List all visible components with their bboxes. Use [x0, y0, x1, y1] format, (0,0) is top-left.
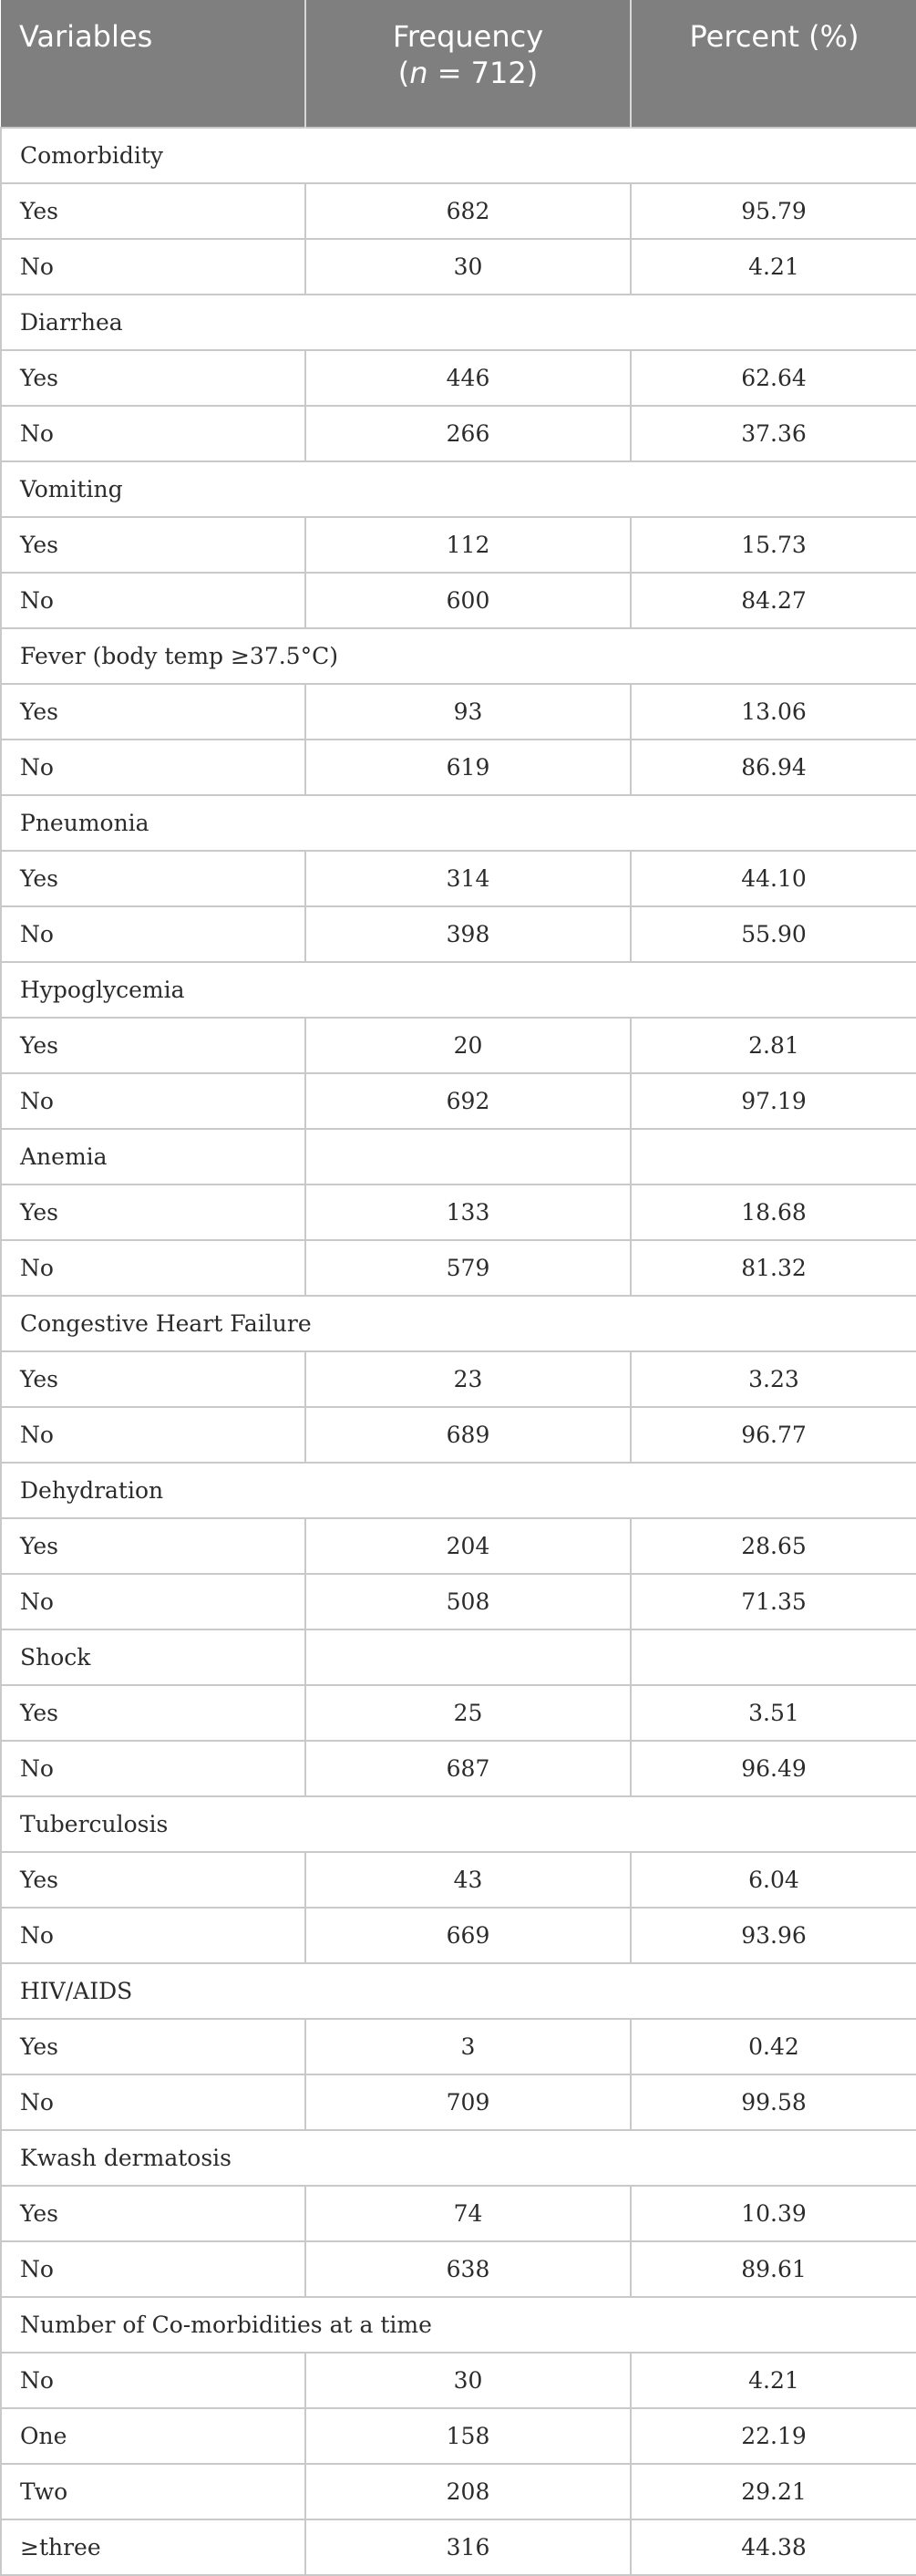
row-label: Yes [1, 2186, 305, 2241]
table-row [1, 1240, 916, 1296]
group-label: Vomiting [1, 461, 916, 517]
table-row [1, 1741, 916, 1796]
frequency-cell: 112 [305, 517, 631, 573]
table-row [1, 1073, 916, 1129]
row-label: Two [1, 2464, 305, 2519]
row-label: Yes [1, 517, 305, 573]
table-row [1, 1574, 916, 1629]
percent-cell: 18.68 [631, 1185, 916, 1240]
percent-cell: 81.32 [631, 1240, 916, 1296]
frequency-cell: 579 [305, 1240, 631, 1296]
row-label: One [1, 2408, 305, 2464]
percent-cell: 28.65 [631, 1518, 916, 1574]
group-label: Diarrhea [1, 295, 916, 350]
percent-cell: 15.73 [631, 517, 916, 573]
percent-cell: 37.36 [631, 406, 916, 461]
frequency-cell: 20 [305, 1018, 631, 1073]
percent-cell: 10.39 [631, 2186, 916, 2241]
row-label: Yes [1, 1185, 305, 1240]
row-label: Yes [1, 1018, 305, 1073]
table-row [1, 2019, 916, 2074]
row-label: Yes [1, 1685, 305, 1741]
frequency-cell: 687 [305, 1741, 631, 1796]
frequency-cell: 709 [305, 2074, 631, 2130]
group-label: Shock [1, 1629, 305, 1685]
percent-cell: 93.96 [631, 1908, 916, 1963]
percent-cell: 96.49 [631, 1741, 916, 1796]
row-label: No [1, 2074, 305, 2130]
table-row [1, 684, 916, 740]
group-row [1, 1629, 916, 1685]
empty-cell [305, 1129, 631, 1185]
frequency-cell: 208 [305, 2464, 631, 2519]
table-row [1, 2241, 916, 2297]
percent-cell: 97.19 [631, 1073, 916, 1129]
row-label: Yes [1, 1852, 305, 1908]
table-row [1, 183, 916, 239]
table-row [1, 2186, 916, 2241]
frequency-cell: 266 [305, 406, 631, 461]
table-header [1, 0, 916, 128]
group-row [1, 461, 916, 517]
table-row [1, 2464, 916, 2519]
percent-cell: 22.19 [631, 2408, 916, 2464]
table-row [1, 906, 916, 962]
header-frequency-count: = 712) [427, 56, 539, 90]
table-row [1, 1407, 916, 1463]
frequency-cell: 689 [305, 1407, 631, 1463]
header-frequency-label: Frequency [392, 19, 544, 54]
row-label: No [1, 1574, 305, 1629]
group-row [1, 1796, 916, 1852]
group-label: Dehydration [1, 1463, 916, 1518]
table-row [1, 1018, 916, 1073]
group-label: Anemia [1, 1129, 305, 1185]
table-row [1, 350, 916, 406]
table-row [1, 406, 916, 461]
group-label: Pneumonia [1, 795, 916, 851]
table-row [1, 573, 916, 628]
row-label: No [1, 2241, 305, 2297]
group-label: Congestive Heart Failure [1, 1296, 916, 1351]
row-label: Yes [1, 2019, 305, 2074]
frequency-cell: 30 [305, 2353, 631, 2408]
frequency-cell: 3 [305, 2019, 631, 2074]
group-label: HIV/AIDS [1, 1963, 916, 2019]
header-frequency [305, 0, 631, 128]
percent-cell: 86.94 [631, 740, 916, 795]
empty-cell [305, 1629, 631, 1685]
percent-cell: 4.21 [631, 2353, 916, 2408]
row-label: No [1, 1908, 305, 1963]
table-body [1, 128, 916, 2575]
group-row [1, 2130, 916, 2186]
frequency-cell: 638 [305, 2241, 631, 2297]
row-label: No [1, 406, 305, 461]
group-row [1, 628, 916, 684]
frequency-cell: 204 [305, 1518, 631, 1574]
frequency-cell: 314 [305, 851, 631, 906]
group-row [1, 1463, 916, 1518]
header-percent: Percent (%) [631, 0, 916, 128]
percent-cell: 84.27 [631, 573, 916, 628]
table-row [1, 1685, 916, 1741]
percent-cell: 4.21 [631, 239, 916, 295]
table-row [1, 517, 916, 573]
row-label: No [1, 1741, 305, 1796]
percent-cell: 3.51 [631, 1685, 916, 1741]
group-row [1, 1963, 916, 2019]
frequency-cell: 682 [305, 183, 631, 239]
row-label: No [1, 1073, 305, 1129]
group-row [1, 1296, 916, 1351]
frequency-cell: 158 [305, 2408, 631, 2464]
header-frequency-open: ( [397, 56, 410, 90]
row-label: No [1, 1407, 305, 1463]
frequency-cell: 133 [305, 1185, 631, 1240]
row-label: ≥three [1, 2519, 305, 2575]
frequency-cell: 669 [305, 1908, 631, 1963]
frequency-cell: 600 [305, 573, 631, 628]
percent-cell: 96.77 [631, 1407, 916, 1463]
percent-cell: 6.04 [631, 1852, 916, 1908]
percent-cell: 2.81 [631, 1018, 916, 1073]
group-row [1, 295, 916, 350]
percent-cell: 55.90 [631, 906, 916, 962]
frequency-cell: 74 [305, 2186, 631, 2241]
group-label: Hypoglycemia [1, 962, 916, 1018]
table-row [1, 2074, 916, 2130]
frequency-cell: 619 [305, 740, 631, 795]
table-row [1, 851, 916, 906]
row-label: Yes [1, 350, 305, 406]
row-label: Yes [1, 183, 305, 239]
group-row [1, 962, 916, 1018]
group-label: Tuberculosis [1, 1796, 916, 1852]
table-row [1, 1852, 916, 1908]
frequency-cell: 43 [305, 1852, 631, 1908]
row-label: No [1, 1240, 305, 1296]
group-label: Fever (body temp ≥37.5°C) [1, 628, 916, 684]
row-label: No [1, 906, 305, 962]
percent-cell: 44.38 [631, 2519, 916, 2575]
percent-cell: 3.23 [631, 1351, 916, 1407]
row-label: No [1, 573, 305, 628]
percent-cell: 99.58 [631, 2074, 916, 2130]
percent-cell: 0.42 [631, 2019, 916, 2074]
percent-cell: 95.79 [631, 183, 916, 239]
table-row [1, 1351, 916, 1407]
frequency-cell: 316 [305, 2519, 631, 2575]
row-label: Yes [1, 1518, 305, 1574]
frequency-cell: 508 [305, 1574, 631, 1629]
percent-cell: 13.06 [631, 684, 916, 740]
percent-cell: 71.35 [631, 1574, 916, 1629]
frequency-cell: 23 [305, 1351, 631, 1407]
table-row [1, 1185, 916, 1240]
table-row [1, 2519, 916, 2575]
empty-cell [631, 1629, 916, 1685]
group-row [1, 2297, 916, 2353]
group-row [1, 795, 916, 851]
table-row [1, 2353, 916, 2408]
table-row [1, 2408, 916, 2464]
table-row [1, 1908, 916, 1963]
empty-cell [631, 1129, 916, 1185]
group-label: Comorbidity [1, 128, 916, 183]
header-variables: Variables [1, 0, 305, 128]
frequency-cell: 25 [305, 1685, 631, 1741]
group-label: Kwash dermatosis [1, 2130, 916, 2186]
frequency-cell: 398 [305, 906, 631, 962]
percent-cell: 89.61 [631, 2241, 916, 2297]
row-label: No [1, 2353, 305, 2408]
frequency-cell: 446 [305, 350, 631, 406]
table-row [1, 1518, 916, 1574]
header-frequency-n: n [409, 56, 428, 90]
percent-cell: 62.64 [631, 350, 916, 406]
row-label: No [1, 239, 305, 295]
group-row [1, 128, 916, 183]
row-label: Yes [1, 1351, 305, 1407]
table-row [1, 740, 916, 795]
group-row [1, 1129, 916, 1185]
row-label: No [1, 740, 305, 795]
percent-cell: 44.10 [631, 851, 916, 906]
group-label: Number of Co-morbidities at a time [1, 2297, 916, 2353]
table-row [1, 239, 916, 295]
frequency-cell: 692 [305, 1073, 631, 1129]
row-label: Yes [1, 684, 305, 740]
percent-cell: 29.21 [631, 2464, 916, 2519]
header-row [1, 0, 916, 128]
frequency-cell: 93 [305, 684, 631, 740]
frequency-cell: 30 [305, 239, 631, 295]
row-label: Yes [1, 851, 305, 906]
